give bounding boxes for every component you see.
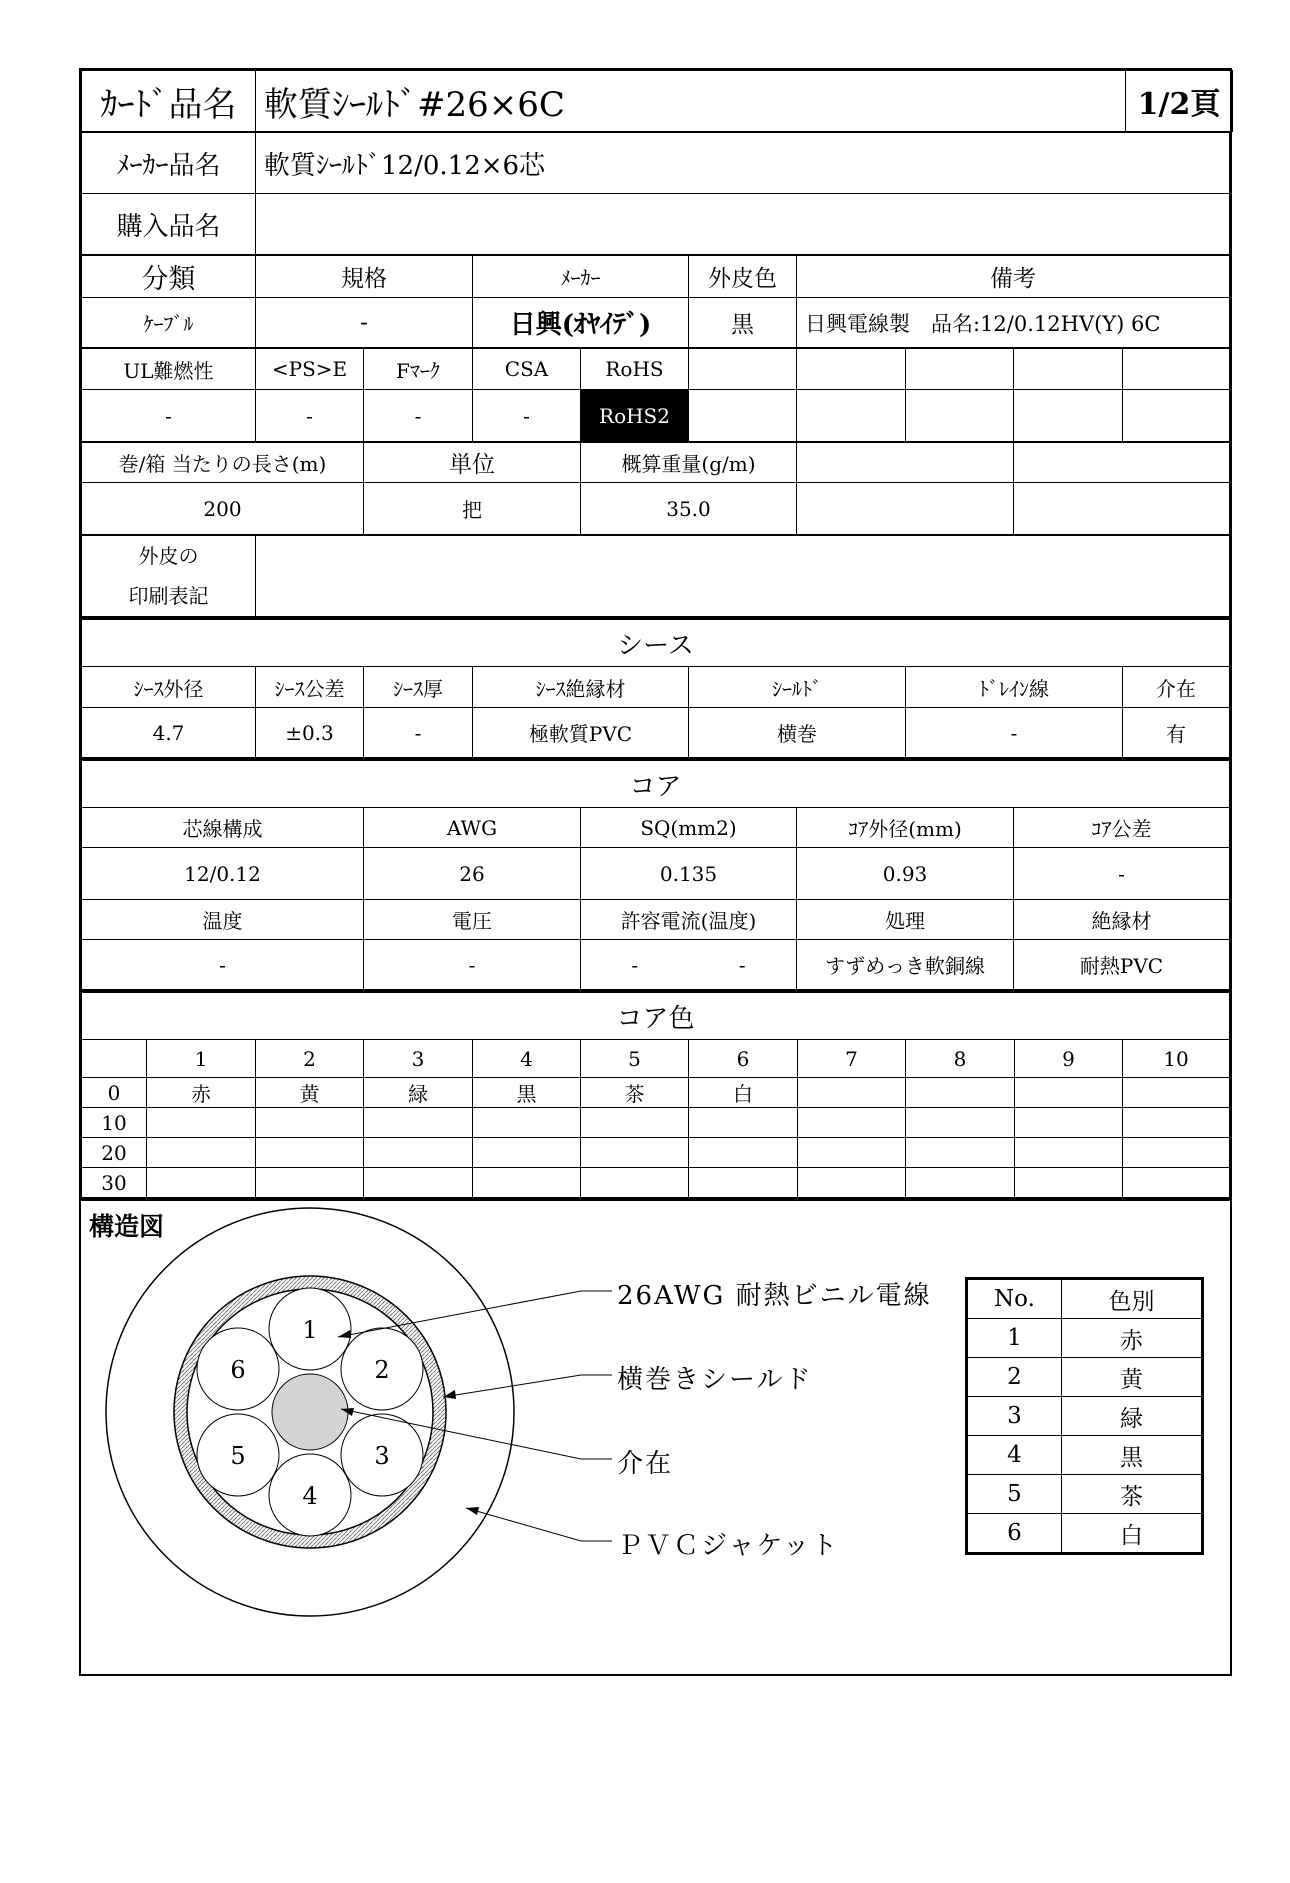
filler-core [272,1374,348,1450]
core-number: 4 [302,1482,318,1510]
awg-value: 26 [364,848,581,900]
weight-value: 35.0 [581,483,797,535]
color-cell [689,1108,798,1138]
color-cell [364,1168,473,1198]
voltage-header: 電圧 [364,900,581,940]
rohs-header: RoHS [581,349,689,390]
color-cell [689,1138,798,1168]
maker-header: ﾒｰｶｰ [473,256,689,298]
core-tolerance-value: - [1014,848,1230,900]
legend-no: 6 [967,1514,1062,1554]
unit-header: 単位 [364,443,581,483]
card-name-label: ｶｰﾄﾞ品名 [82,71,256,132]
legend-color: 赤 [1062,1319,1203,1358]
color-cell [1123,1078,1230,1108]
sheath-tolerance-value: ±0.3 [256,708,364,758]
blank-value [1123,390,1230,442]
sheath-table [81,617,1230,758]
ul-value: - [82,390,256,442]
blank-value [1014,483,1230,535]
legend-no: 4 [967,1436,1062,1475]
shield-header: ｼｰﾙﾄﾞ [689,667,906,708]
conductor-header: 芯線構成 [82,808,364,848]
blank-corner [82,1040,147,1078]
legend-color-header: 色別 [1062,1279,1203,1319]
ul-header: UL難燃性 [82,349,256,390]
col-header: 4 [473,1040,581,1078]
color-cell [147,1138,256,1168]
col-header: 3 [364,1040,473,1078]
standard-value: - [256,298,473,348]
color-cell [473,1168,581,1198]
color-cell [1015,1078,1123,1108]
card-name-value: 軟質ｼｰﾙﾄﾞ#26×6C [256,71,1126,132]
maker-name-value: 軟質ｼｰﾙﾄﾞ12/0.12×6芯 [256,133,1230,194]
sheath-od-value: 4.7 [82,708,256,758]
sheath-tolerance-header: ｼｰｽ公差 [256,667,364,708]
color-cell [906,1078,1015,1108]
sheath-section-title: シース [82,619,1230,667]
weight-header: 概算重量(g/m) [581,443,797,483]
blank-value [797,390,906,442]
legend-color: 緑 [1062,1397,1203,1436]
classification-value: ｹｰﾌﾞﾙ [82,298,256,348]
color-cell [256,1138,364,1168]
blank-header [1014,443,1230,483]
color-cell [256,1108,364,1138]
color-cell: 茶 [581,1078,689,1108]
voltage-value: - [364,940,581,990]
table-row [967,1475,1203,1514]
color-cell: 緑 [364,1078,473,1108]
core-number: 5 [230,1442,246,1470]
pse-value: - [256,390,364,442]
callout-wire: 26AWG 耐熱ビニル電線 [617,1281,932,1311]
row-label: 30 [82,1168,147,1198]
core-number: 3 [374,1442,390,1470]
blank-header [689,349,797,390]
color-cell [581,1138,689,1168]
classification-header: 分類 [82,256,256,298]
core-tolerance-header: ｺｱ公差 [1014,808,1230,848]
table-row [967,1397,1203,1436]
color-cell [906,1168,1015,1198]
allowable-current-header: 許容電流(温度) [581,900,797,940]
blank-header [797,349,906,390]
color-legend-table [965,1277,1204,1555]
color-cell [581,1168,689,1198]
blank-value [797,483,1014,535]
color-cell [798,1168,906,1198]
maker-value: 日興(ｵﾔｲﾃﾞ) [473,298,689,348]
shield-value: 横巻 [689,708,906,758]
maker-name-label: ﾒｰｶｰ品名 [82,133,256,194]
core-color-table [81,990,1230,1198]
col-header: 1 [147,1040,256,1078]
sq-header: SQ(mm2) [581,808,797,848]
blank-header [1123,349,1230,390]
color-cell [473,1138,581,1168]
csa-header: CSA [473,349,581,390]
core-color-header-row [82,1040,1230,1078]
legend-color: 茶 [1062,1475,1203,1514]
legend-header-row [967,1279,1203,1319]
f-mark-header: Fﾏｰｸ [364,349,473,390]
legend-color: 黒 [1062,1436,1203,1475]
color-cell [798,1138,906,1168]
color-cell [689,1168,798,1198]
page-number: 1/2頁 [1126,71,1233,132]
legend-no: 1 [967,1319,1062,1358]
purchase-name-label: 購入品名 [82,194,256,255]
legend-color: 黄 [1062,1358,1203,1397]
sheath-insulation-value: 極軟質PVC [473,708,689,758]
classification-table [81,255,1230,348]
treatment-value: すずめっき軟銅線 [797,940,1014,990]
legend-color: 白 [1062,1514,1203,1554]
drain-wire-value: - [906,708,1123,758]
remarks-value: 日興電線製 品名:12/0.12HV(Y) 6C [797,298,1230,348]
color-cell [256,1168,364,1198]
legend-no: 3 [967,1397,1062,1436]
blank-value [906,390,1014,442]
temperature-header: 温度 [82,900,364,940]
core-section-title: コア [82,760,1230,808]
table-row [82,1108,1230,1138]
spec-sheet [79,68,1232,1676]
color-cell [581,1108,689,1138]
legend-no: 2 [967,1358,1062,1397]
callout-filler: 介在 [617,1449,674,1479]
print-marking-label-line1: 外皮の [138,544,199,568]
col-header: 5 [581,1040,689,1078]
color-cell [1123,1108,1230,1138]
blank-header [1014,349,1123,390]
color-cell [906,1108,1015,1138]
core-color-section-title: コア色 [82,992,1230,1040]
sheath-thickness-value: - [364,708,473,758]
sheath-insulation-header: ｼｰｽ絶縁材 [473,667,689,708]
sheath-od-header: ｼｰｽ外径 [82,667,256,708]
allowable-current-temp-value: - [689,940,797,990]
col-header: 6 [689,1040,798,1078]
core-number: 6 [230,1356,246,1384]
sheath-thickness-header: ｼｰｽ厚 [364,667,473,708]
print-marking-label [82,536,256,617]
col-header: 2 [256,1040,364,1078]
length-per-reel-value: 200 [82,483,364,535]
table-row [967,1436,1203,1475]
color-cell [364,1108,473,1138]
color-cell [1123,1168,1230,1198]
row-label: 20 [82,1138,147,1168]
pse-header: <PS>E [256,349,364,390]
color-cell [1015,1138,1123,1168]
treatment-header: 処理 [797,900,1014,940]
table-row [82,1078,1230,1108]
structure-diagram-section [81,1198,1230,1649]
jacket-color-header: 外皮色 [689,256,797,298]
color-cell [147,1108,256,1138]
print-marking-label-line2: 印刷表記 [128,584,209,608]
blank-value [689,390,797,442]
color-cell [906,1138,1015,1168]
filler-header: 介在 [1123,667,1230,708]
color-cell: 黒 [473,1078,581,1108]
table-row [82,1168,1230,1198]
table-row [967,1319,1203,1358]
core-table [81,758,1230,990]
legend-no: 5 [967,1475,1062,1514]
color-cell: 白 [689,1078,798,1108]
print-marking-value [256,536,1230,617]
jacket-color-value: 黒 [689,298,797,348]
header-table [81,70,1233,132]
core-number: 1 [302,1316,318,1344]
remarks-header: 備考 [797,256,1230,298]
insulation-value: 耐熱PVC [1014,940,1230,990]
allowable-current-value: - [581,940,689,990]
col-header: 8 [906,1040,1015,1078]
conductor-value: 12/0.12 [82,848,364,900]
core-od-header: ｺｱ外径(mm) [797,808,1014,848]
col-header: 9 [1015,1040,1123,1078]
row-label: 0 [82,1078,147,1108]
awg-header: AWG [364,808,581,848]
callout-jacket: ＰＶＣジャケット [617,1531,840,1561]
callout-shield: 横巻きシールド [617,1365,813,1395]
color-cell [798,1108,906,1138]
drain-wire-header: ﾄﾞﾚｲﾝ線 [906,667,1123,708]
col-header: 10 [1123,1040,1230,1078]
color-cell [798,1078,906,1108]
color-cell [1123,1138,1230,1168]
standard-header: 規格 [256,256,473,298]
blank-header [797,443,1014,483]
col-header: 7 [798,1040,906,1078]
row-label: 10 [82,1108,147,1138]
insulation-header: 絶縁材 [1014,900,1230,940]
standards-table [81,348,1230,442]
color-cell: 黄 [256,1078,364,1108]
color-cell: 赤 [147,1078,256,1108]
maker-table [81,132,1230,255]
table-row [82,1138,1230,1168]
sq-value: 0.135 [581,848,797,900]
color-cell [364,1138,473,1168]
temperature-value: - [82,940,364,990]
blank-header [906,349,1014,390]
rohs-value: RoHS2 [581,390,689,442]
length-per-reel-header: 巻/箱 当たりの長さ(m) [82,443,364,483]
core-od-value: 0.93 [797,848,1014,900]
csa-value: - [473,390,581,442]
structure-title: 構造図 [89,1212,165,1241]
core-number: 2 [374,1356,390,1384]
color-cell [1015,1108,1123,1138]
color-cell [1015,1168,1123,1198]
color-cell [473,1108,581,1138]
table-row [967,1514,1203,1554]
unit-value: 把 [364,483,581,535]
color-cell [147,1168,256,1198]
purchase-name-value [256,194,1230,255]
table-row [967,1358,1203,1397]
blank-value [1014,390,1123,442]
legend-no-header: No. [967,1279,1062,1319]
print-marking-table [81,535,1230,617]
filler-value: 有 [1123,708,1230,758]
f-mark-value: - [364,390,473,442]
packaging-table [81,442,1230,535]
